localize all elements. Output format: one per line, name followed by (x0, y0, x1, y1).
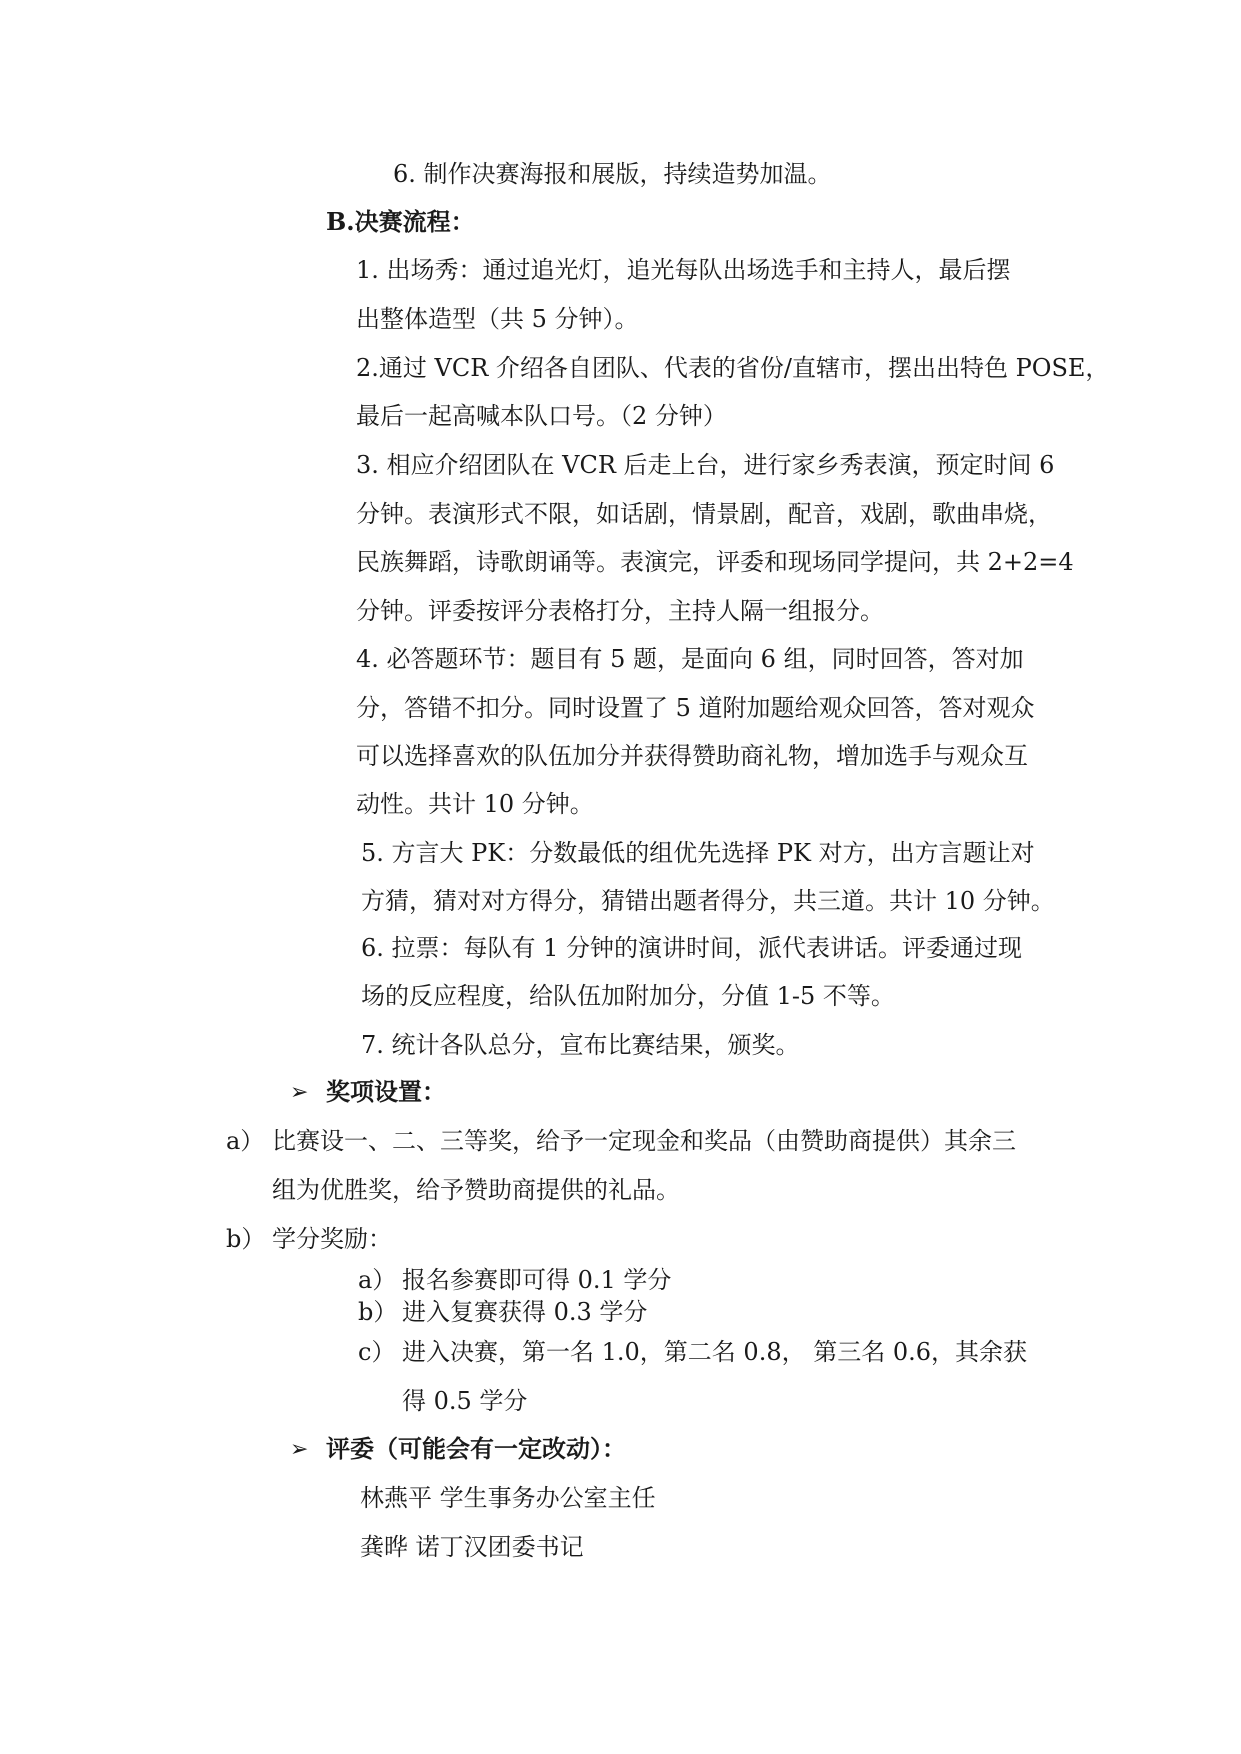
judge-1: 林燕平 学生事务办公室主任 (360, 1484, 656, 1512)
awards-a-marker: a） (226, 1127, 265, 1155)
step-3-line-4: 分钟。评委按评分表格打分，主持人隔一组报分。 (356, 597, 884, 625)
prev-item-6: 6. 制作决赛海报和展版，持续造势加温。 (393, 160, 832, 188)
step-5-line-2: 方猜，猜对对方得分，猜错出题者得分，共三道。共计 10 分钟。 (361, 887, 1055, 915)
awards-a-line-1: 比赛设一、二、三等奖，给予一定现金和奖品（由赞助商提供）其余三 (272, 1127, 1016, 1155)
judges-heading: 评委（可能会有一定改动）： (326, 1434, 626, 1463)
credit-b-marker: b） (358, 1298, 398, 1326)
step-6-line-1: 6. 拉票：每队有 1 分钟的演讲时间，派代表讲话。评委通过现 (361, 934, 1023, 962)
step-4-line-4: 动性。共计 10 分钟。 (356, 790, 594, 818)
awards-b-marker: b） (226, 1225, 266, 1253)
step-4-line-2: 分，答错不扣分。同时设置了 5 道附加题给观众回答，答对观众 (356, 694, 1035, 722)
judge-2: 龚晔 诺丁汉团委书记 (360, 1533, 584, 1561)
awards-bullet-icon: ➢ (290, 1080, 309, 1105)
step-4-line-1: 4. 必答题环节：题目有 5 题，是面向 6 组，同时回答，答对加 (356, 645, 1024, 673)
final-process-heading: B.决赛流程： (326, 207, 475, 236)
judges-bullet-icon: ➢ (290, 1437, 309, 1462)
credit-a-marker: a） (358, 1266, 397, 1294)
step-3-line-3: 民族舞蹈，诗歌朗诵等。表演完，评委和现场同学提问，共 2+2=4 (356, 548, 1074, 576)
awards-a-line-2: 组为优胜奖，给予赞助商提供的礼品。 (272, 1176, 680, 1204)
credit-b-text: 进入复赛获得 0.3 学分 (402, 1298, 648, 1326)
step-3-line-2: 分钟。表演形式不限，如话剧，情景剧，配音，戏剧，歌曲串烧， (356, 500, 1052, 528)
credit-c-line-2: 得 0.5 学分 (402, 1387, 528, 1415)
step-4-line-3: 可以选择喜欢的队伍加分并获得赞助商礼物，增加选手与观众互 (356, 742, 1028, 770)
step-1-line-2: 出整体造型（共 5 分钟）。 (356, 305, 639, 333)
step-2-line-1: 2.通过 VCR 介绍各自团队、代表的省份/直辖市，摆出出特色 POSE， (356, 354, 1110, 382)
awards-b-text: 学分奖励： (272, 1225, 392, 1253)
step-2-line-2: 最后一起高喊本队口号。（2 分钟） (356, 402, 727, 430)
awards-heading: 奖项设置： (326, 1077, 446, 1106)
credit-a-text: 报名参赛即可得 0.1 学分 (402, 1266, 672, 1294)
credit-c-line-1: 进入决赛，第一名 1.0，第二名 0.8， 第三名 0.6，其余获 (402, 1338, 1028, 1366)
step-5-line-1: 5. 方言大 PK：分数最低的组优先选择 PK 对方，出方言题让对 (361, 839, 1035, 867)
step-3-line-1: 3. 相应介绍团队在 VCR 后走上台，进行家乡秀表演，预定时间 6 (356, 451, 1055, 479)
step-1-line-1: 1. 出场秀：通过追光灯，追光每队出场选手和主持人，最后摆 (356, 256, 1011, 284)
credit-c-marker: c） (358, 1338, 396, 1366)
step-6-line-2: 场的反应程度，给队伍加附加分，分值 1-5 不等。 (361, 982, 895, 1010)
step-7-line-1: 7. 统计各队总分，宣布比赛结果，颁奖。 (361, 1031, 800, 1059)
